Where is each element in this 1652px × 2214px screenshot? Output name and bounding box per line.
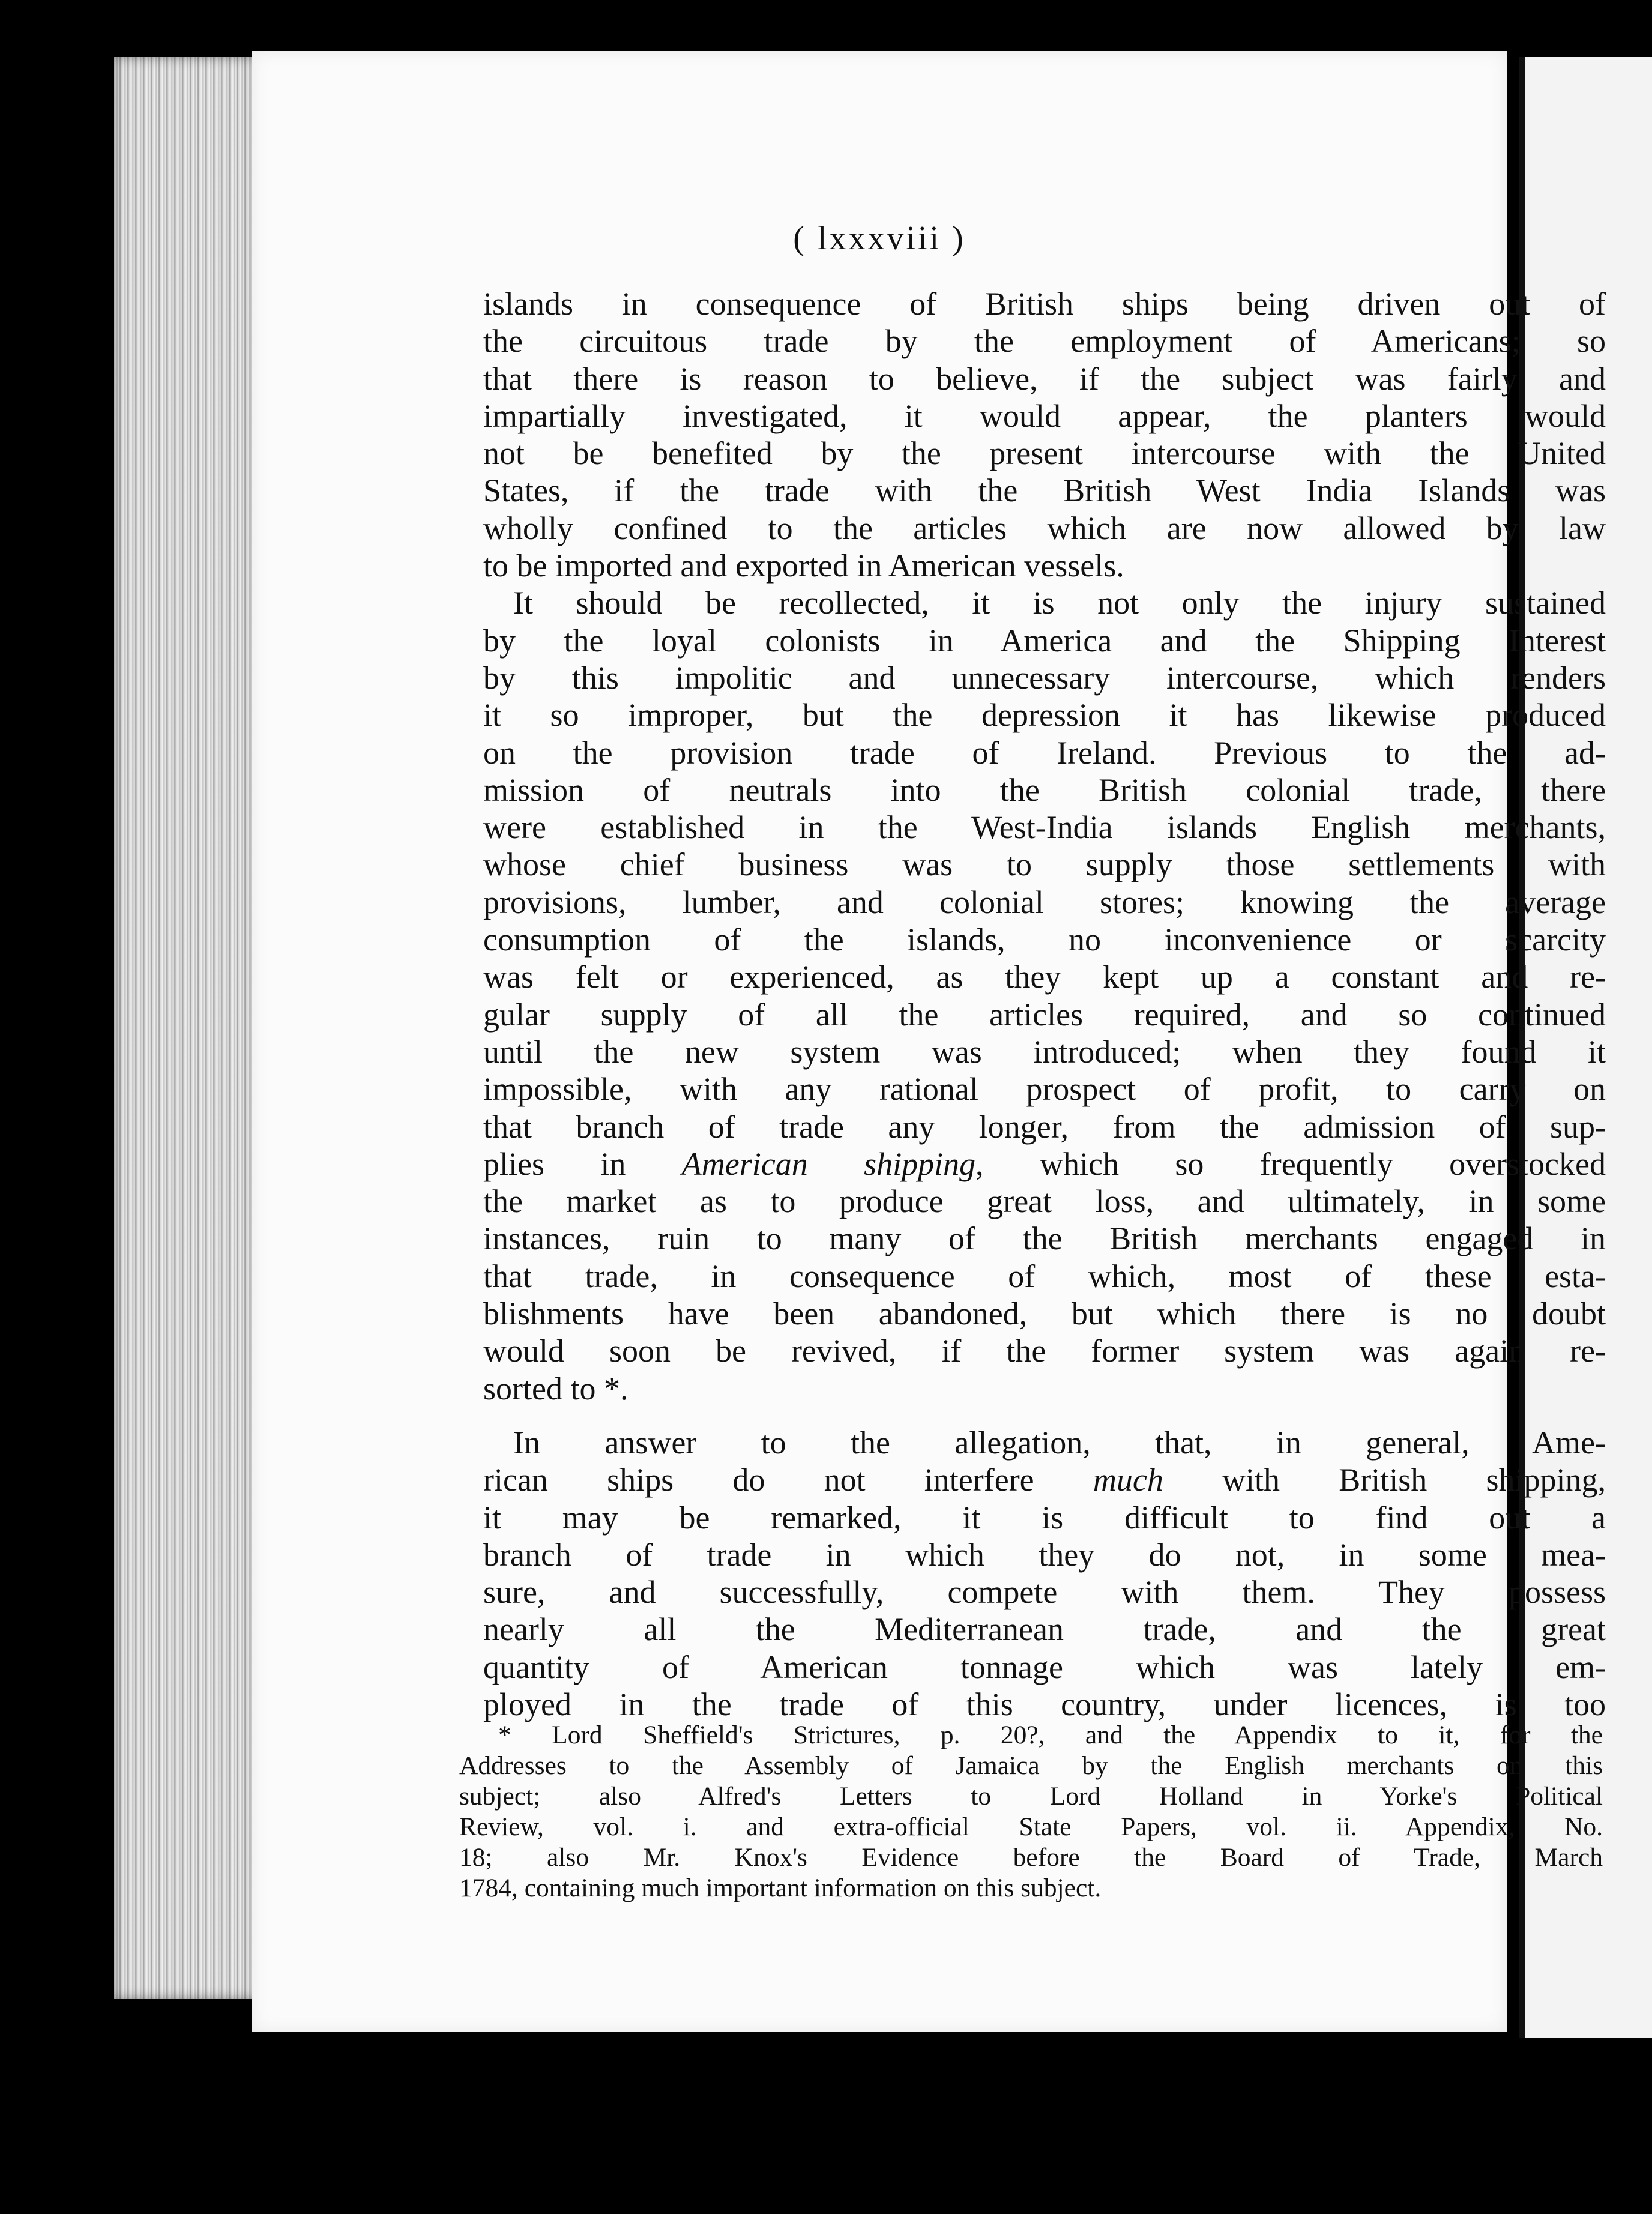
- text-line: that branch of trade any longer, from the admission of sup-: [483, 1108, 1606, 1145]
- text-line: to be imported and exported in American vessels.: [483, 547, 1124, 584]
- text-line: impossible, with any rational prospect of profit, to carry on: [483, 1071, 1606, 1108]
- text-line: consumption of the islands, no inconvenience or scarcity: [483, 921, 1606, 958]
- text-line: instances, ruin to many of the British merchants engaged in: [483, 1220, 1606, 1257]
- text-line: islands in consequence of British ships being driven out of: [483, 286, 1606, 322]
- paragraph-2: [483, 584, 1606, 1407]
- footnote-line: Review, vol. i. and extra-official State Papers, vol. ii. Appendix, No.: [459, 1812, 1603, 1841]
- footnote-line: Addresses to the Assembly of Jamaica by the English merchants on this: [459, 1751, 1603, 1780]
- text-line: it may be remarked, it is difficult to find out a: [483, 1499, 1606, 1536]
- text-line: ployed in the trade of this country, under licences, is too: [483, 1686, 1606, 1722]
- text-line: blishments have been abandoned, but which there is no doubt: [483, 1296, 1606, 1332]
- body-text: [483, 285, 1606, 1723]
- text-line: until the new system was introduced; when they found it: [483, 1033, 1606, 1070]
- italic-text: American shipping: [681, 1145, 976, 1182]
- text-segment: with British shipping,: [1163, 1462, 1606, 1498]
- book-page-edges: [114, 57, 255, 1999]
- text-line: branch of trade in which they do not, in some mea-: [483, 1536, 1606, 1573]
- text-line: that there is reason to believe, if the subject was fairly and: [483, 360, 1606, 397]
- text-line: on the provision trade of Ireland. Previous to the ad-: [483, 734, 1606, 771]
- text-line: sorted to *.: [483, 1370, 629, 1407]
- text-line: impartially investigated, it would appear, the planters would: [483, 397, 1606, 434]
- footnote-line: 1784, containing much important information on this subject.: [459, 1874, 1102, 1902]
- text-line: would soon be revived, if the former system was again re-: [483, 1333, 1606, 1369]
- footnote-line: 18; also Mr. Knox's Evidence before the Board of Trade, March: [459, 1843, 1603, 1872]
- italic-text: much: [1093, 1462, 1163, 1498]
- paragraph-3: [483, 1424, 1606, 1723]
- text-line: States, if the trade with the British West India Islands was: [483, 472, 1606, 509]
- text-line: that trade, in consequence of which, most of these esta-: [483, 1258, 1606, 1294]
- book-page: [252, 51, 1606, 2032]
- text-line: was felt or experienced, as they kept up a constant and re-: [483, 959, 1606, 995]
- page-number-header: ( lxxxviii ): [793, 220, 966, 257]
- text-line: In answer to the allegation, that, in general, Ame-: [513, 1424, 1606, 1461]
- text-line: sure, and successfully, compete with them. They possess: [483, 1574, 1606, 1611]
- text-line: not be benefited by the present intercourse with the United: [483, 435, 1606, 472]
- text-line: whose chief business was to supply those settlements with: [483, 846, 1606, 883]
- footnote-line: subject; also Alfred's Letters to Lord Holland in Yorke's Political: [459, 1782, 1603, 1811]
- footnote-line: * Lord Sheffield's Strictures, p. 20?, and the Appendix to it, for the: [498, 1721, 1603, 1749]
- text-segment: , which so frequently overstocked: [975, 1145, 1606, 1182]
- text-segment: plies in: [483, 1145, 682, 1182]
- text-line: by this impolitic and unnecessary intercourse, which renders: [483, 659, 1606, 696]
- text-line: the market as to produce great loss, and ultimately, in some: [483, 1183, 1606, 1220]
- footnote: [459, 1720, 1603, 1904]
- text-line: it so improper, but the depression it has likewise produced: [483, 697, 1606, 734]
- text-line: It should be recollected, it is not only the injury sustained: [513, 585, 1606, 621]
- text-line: were established in the West-India islands English merchants,: [483, 809, 1606, 846]
- text-line: gular supply of all the articles required, and so continued: [483, 996, 1606, 1033]
- text-line: nearly all the Mediterranean trade, and the great: [483, 1611, 1606, 1648]
- text-line: quantity of American tonnage which was lately em-: [483, 1648, 1606, 1685]
- text-line: [483, 1145, 1606, 1183]
- text-segment: rican ships do not interfere: [483, 1462, 1093, 1498]
- text-line: the circuitous trade by the employment of Americans; so: [483, 323, 1606, 360]
- text-line: by the loyal colonists in America and the Shipping Interest: [483, 622, 1606, 659]
- text-line: provisions, lumber, and colonial stores; knowing the average: [483, 884, 1606, 920]
- text-line: [483, 1461, 1606, 1498]
- paragraph-1: [483, 285, 1606, 584]
- text-line: mission of neutrals into the British colonial trade, there: [483, 771, 1606, 808]
- text-line: wholly confined to the articles which are now allowed by law: [483, 510, 1606, 546]
